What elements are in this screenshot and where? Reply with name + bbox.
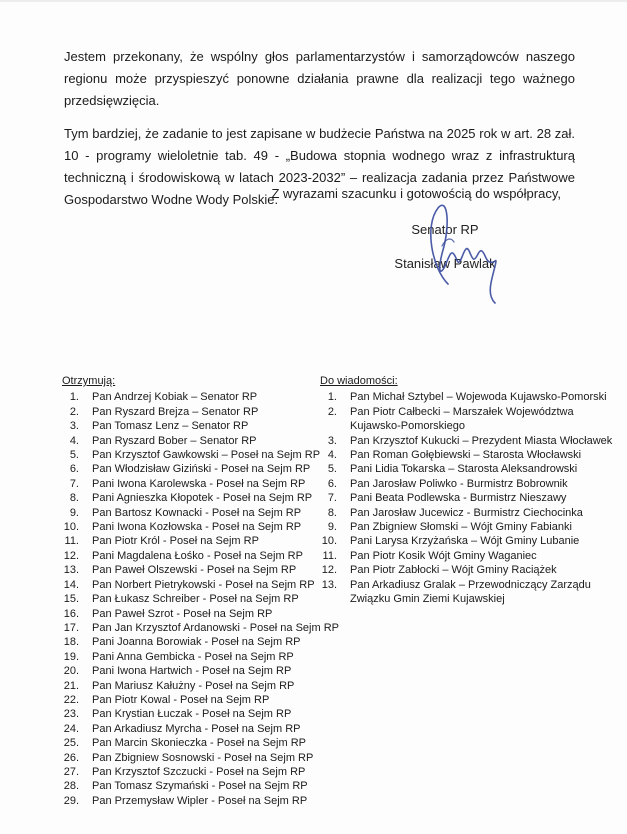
list-item-number: 13. [321,578,337,591]
list-item-number: 16. [63,607,79,620]
cc-section [320,374,615,607]
list-item [62,448,321,462]
list-item-text: Pani Anna Gembicka - Poseł na Sejm RP [92,650,294,663]
list-item-number: 2. [327,405,337,418]
list-item-text: Pan Przemysław Wipler - Poseł na Sejm RP [92,794,308,807]
list-item [320,563,615,577]
list-item-number: 14. [63,578,79,591]
signer-role: Senator RP [411,222,479,237]
list-item [62,419,317,433]
list-item-number: 26. [63,751,79,764]
list-item [320,491,615,505]
list-item-text: Pan Roman Gołębiewski – Starosta Włocławski [350,449,582,462]
list-item-text: Pan Włodzisław Giziński - Poseł na Sejm RP [92,463,311,476]
list-item [62,520,317,534]
list-item-text: Pan Ryszard Bober – Senator RP [92,434,257,447]
list-item-text: Pani Lidia Tokarska – Starosta Aleksandrowski [350,463,578,476]
list-item-number: 27. [63,765,79,778]
list-item-number: 4. [327,449,337,462]
list-item-text: Pan Jan Krzysztof Ardanowski - Poseł na Sejm RP [92,621,339,634]
list-item-text: Pan Marcin Skonieczka - Poseł na Sejm RP [92,737,306,750]
list-item-text: Pan Łukasz Schreiber - Poseł na Sejm RP [92,593,299,606]
list-item [320,434,615,448]
list-item-text: Pan Krzysztof Kukucki – Prezydent Miasta Włocławek [350,434,613,447]
paragraph-2: Tym bardziej, że zadanie to jest zapisane w budżecie Państwa na 2025 rok w art. 28 zał. 10 - programy wieloletnie tab. 49 - „Budowa stopnia wodnego wraz z infrastrukturą techniczną i środowiskową w latach 2023-2032” – realizacja zadania przez Państwowe Gospodarstwo Wodne Wody Polskie. [64,126,575,207]
list-item-number: 15. [63,593,79,606]
list-item-number: 29. [63,794,79,807]
list-item [320,405,615,434]
list-item-number: 23. [63,708,79,721]
list-item-number: 18. [63,636,79,649]
list-item-text: Pan Piotr Kosik Wójt Gminy Waganiec [350,549,537,562]
list-item [320,477,615,491]
list-item [62,736,317,750]
list-item-text: Pani Joanna Borowiak - Poseł na Sejm RP [92,636,301,649]
list-item-text: Pani Larysa Krzyżańska – Wójt Gminy Lubanie [350,535,580,548]
list-item [62,635,317,649]
list-item-text: Pani Agnieszka Kłopotek - Poseł na Sejm RP [92,492,313,505]
list-item-text: Pan Ryszard Brejza – Senator RP [92,405,259,418]
list-item-number: 6. [69,463,79,476]
list-item-number: 22. [63,693,79,706]
list-item-number: 11. [322,549,337,562]
list-item-number: 12. [63,549,79,562]
list-item-number: 28. [63,780,79,793]
list-item [62,707,317,721]
list-item [320,462,615,476]
list-item [320,520,615,534]
list-item-number: 10. [63,521,79,534]
list-item [62,650,317,664]
list-item [62,477,317,491]
list-item [62,765,317,779]
list-item-text: Pani Beata Podlewska - Burmistrz Nieszawy [350,492,567,505]
list-item-text: Pan Paweł Szrot - Poseł na Sejm RP [92,607,273,620]
list-item [320,578,615,607]
list-item-number: 11. [64,535,79,548]
list-item-number: 2. [69,405,79,418]
list-item-number: 25. [63,737,79,750]
list-item [320,506,615,520]
list-item-number: 24. [63,722,79,735]
list-item-text: Pan Jarosław Poliwko - Burmistrz Bobrownik [350,477,568,490]
list-item-text: Pan Piotr Zabłocki – Wójt Gminy Raciążek [350,564,557,577]
list-item [62,664,317,678]
list-item-text: Pani Magdalena Łośko - Poseł na Sejm RP [92,549,303,562]
list-item [320,549,615,563]
list-item-text: Pan Arkadiusz Myrcha - Poseł na Sejm RP [92,722,301,735]
list-item [62,491,317,505]
cc-heading: Do wiadomości: [320,375,398,387]
list-item [62,549,317,563]
list-item-text: Pan Tomasz Lenz – Senator RP [92,420,249,433]
list-item [62,390,317,404]
list-item-number: 1. [327,391,337,404]
list-item-number: 3. [327,434,337,447]
list-item-text: Pan Piotr Całbecki – Marszałek Województwa Kujawsko-Pomorskiego [350,405,574,433]
list-item-text: Pan Zbigniew Słomski – Wójt Gminy Fabianki [350,521,572,534]
list-item-text: Pan Krzysztof Szczucki - Poseł na Sejm RP [92,765,306,778]
list-item-text: Pani Iwona Karolewska - Poseł na Sejm RP [92,477,306,490]
list-item [62,462,317,476]
list-item [62,751,317,765]
paragraph-1: Jestem przekonany, że wspólny głos parlamentarzystów i samorządowców naszego regionu może przyspieszyć ponowne działania prawne dla realizacji tego ważnego przedsięwzięcia. [64,49,575,108]
list-item-text: Pan Andrzej Kobiak – Senator RP [92,391,258,404]
list-item-text: Pan Piotr Kowal - Poseł na Sejm RP [92,693,270,706]
list-item [62,607,317,621]
list-item [62,693,317,707]
list-item-number: 20. [63,665,79,678]
list-item-text: Pan Piotr Król - Poseł na Sejm RP [92,535,259,548]
list-item [62,578,317,592]
list-item [62,779,317,793]
list-item [62,679,317,693]
list-item-number: 1. [69,391,79,404]
list-item-number: 3. [69,420,79,433]
list-item [62,592,317,606]
list-item-number: 10. [321,535,337,548]
list-item [320,390,615,404]
recipients-section [62,374,339,808]
list-item-number: 7. [327,492,337,505]
list-item [62,534,317,548]
list-item [62,563,317,577]
closing-salutation: Z wyrazami szacunku i gotowością do współpracy, [271,186,561,201]
list-item-number: 9. [327,521,337,534]
scan-edge-artifact [0,0,627,2]
list-item-text: Pani Iwona Kozłowska - Poseł na Sejm RP [92,521,302,534]
list-item [320,534,615,548]
list-item [62,722,317,736]
list-item-text: Pan Tomasz Szymański - Poseł na Sejm RP [92,780,308,793]
list-item-text: Pan Bartosz Kownacki - Poseł na Sejm RP [92,506,302,519]
list-item-text: Pan Krzysztof Gawkowski – Poseł na Sejm RP [92,449,321,462]
list-item-text: Pan Mariusz Kałużny - Poseł na Sejm RP [92,679,295,692]
recipients-heading: Otrzymują: [62,375,116,387]
list-item-number: 4. [69,434,79,447]
list-item-number: 5. [327,463,337,476]
list-item-number: 21. [63,679,79,692]
list-item [62,621,339,635]
list-item-number: 9. [69,506,79,519]
list-item [62,506,317,520]
list-item-number: 19. [63,650,79,663]
signer-name: Stanisław Pawlak [394,256,496,271]
list-item-number: 13. [63,564,79,577]
list-item [62,405,317,419]
list-item-number: 8. [327,506,337,519]
list-item-text: Pan Norbert Pietrykowski - Poseł na Sejm RP [92,578,315,591]
list-item-number: 5. [69,449,79,462]
list-item-text: Pani Iwona Hartwich - Poseł na Sejm RP [92,665,292,678]
list-item-text: Pan Jarosław Jucewicz - Burmistrz Ciechocinka [350,506,583,519]
list-item-text: Pan Arkadiusz Gralak – Przewodniczący Zarządu Związku Gmin Ziemi Kujawskiej [350,578,591,606]
list-item [320,448,615,462]
list-item-text: Pan Michał Sztybel – Wojewoda Kujawsko-Pomorski [350,391,607,404]
list-item-text: Pan Zbigniew Sosnowski - Poseł na Sejm RP [92,751,314,764]
list-item-text: Pan Paweł Olszewski - Poseł na Sejm RP [92,564,297,577]
list-item-number: 17. [63,621,79,634]
list-item-number: 6. [327,477,337,490]
recipients-list [62,390,339,808]
cc-list [320,390,615,606]
list-item-number: 8. [69,492,79,505]
list-item [62,434,317,448]
list-item-number: 12. [321,564,337,577]
list-item-number: 7. [69,477,79,490]
list-item [62,794,317,808]
list-item-text: Pan Krystian Łuczak - Poseł na Sejm RP [92,708,292,721]
